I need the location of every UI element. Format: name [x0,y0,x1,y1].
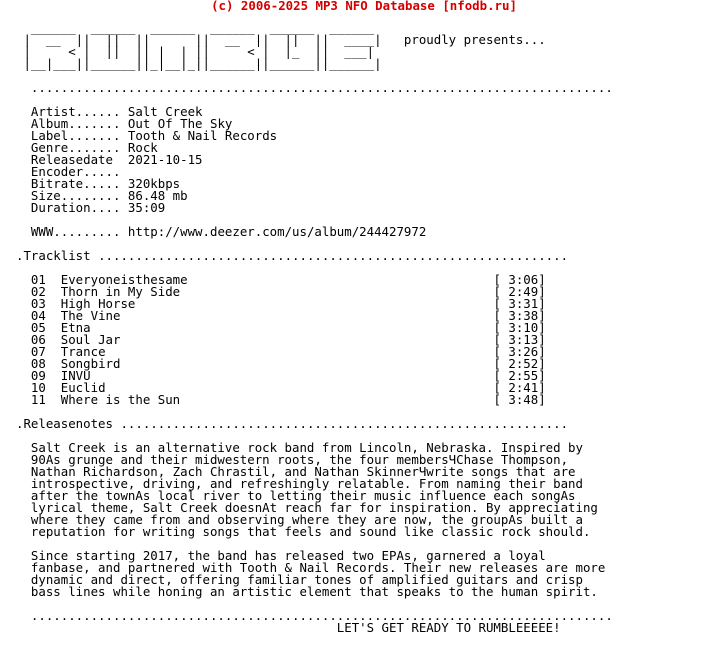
track-duration: [ 3:26] [493,344,546,359]
release-notes-text: Salt Creek is an alternative rock band from Lincoln, Nebraska. Inspired by [30,440,583,455]
track-number: 07 [30,344,46,359]
artist-value: Salt Creek [127,104,203,119]
track-number: 04 [30,308,46,323]
release-notes-text: after the townАs local river to letting their music influence each songАs [30,488,576,503]
track-row [16,394,613,406]
track-number: 02 [30,284,46,299]
release-notes-text: bass lines while honing an artistic element that speaks to the human spirit. [30,584,598,599]
release-notes-text: lyrical theme, Salt Creek doesnАt reach far for inspiration. By appreciating [30,500,598,515]
album-label: Album....... [30,116,121,131]
track-duration: [ 3:31] [493,296,546,311]
track-duration: [ 2:41] [493,380,546,395]
track-number: 09 [30,368,46,383]
track-number: 08 [30,356,46,371]
nfodb-header-link[interactable]: (c) 2006-2025 MP3 NFO Database [nfodb.ru] [211,0,517,13]
track-title: Everyoneisthesame [60,272,188,287]
releasenotes-heading: .Releasenotes [16,416,113,431]
track-title: Soul Jar [60,332,121,347]
duration-label: Duration.... [30,200,121,215]
releasenotes-heading-row [16,418,613,430]
label-value: Tooth & Nail Records [127,128,278,143]
logo-art-3: | < | || || | | || < | |_ || ___| [16,44,375,59]
track-duration: [ 2:55] [493,368,546,383]
logo-art-4: |__|___||______||_|__|_||______||______||______| [16,56,382,71]
tracklist-heading-row [16,250,613,262]
bottom-separator: .............................................................................. [30,608,613,623]
track-duration: [ 3:06] [493,272,546,287]
logo-art-1: ______ ______ ______ ______ ______ ______ [16,20,375,35]
duration-row [16,202,613,214]
release-notes-text: 90Аs grunge and their midwestern roots, the four membersЧChase Thompson, [30,452,569,467]
track-number: 06 [30,332,46,347]
releasedate-label: Releasedate [30,152,113,167]
www-row [16,226,613,238]
www-url[interactable]: http://www.deezer.com/us/album/244427972 [127,224,427,239]
track-title: Euclid [60,380,106,395]
release-notes-text: where they came from and observing where they are now, the groupАs built a [30,512,583,527]
encoder-label: Encoder..... [30,164,121,179]
tracklist-heading: .Tracklist [16,248,91,263]
track-duration: [ 2:49] [493,284,546,299]
track-list [16,274,613,406]
track-number: 10 [30,380,46,395]
release-notes-line [16,586,613,598]
label-label: Label....... [30,128,121,143]
track-title: Thorn in My Side [60,284,181,299]
track-number: 05 [30,320,46,335]
genre-label: Genre....... [30,140,121,155]
duration-value: 35:09 [127,200,166,215]
top-separator: .............................................................................. [30,80,613,95]
logo-art-2: | __ || || || || __ || || || ____| [16,32,382,47]
bitrate-value: 320kbps [127,176,181,191]
artist-label: Artist...... [30,104,121,119]
track-duration: [ 3:13] [493,332,546,347]
release-notes-text: Nathan Richardson, Zach Chrastil, and Nathan SkinnerЧwrite songs that are [30,464,576,479]
track-title: INVU [60,368,91,383]
track-title: Where is the Sun [60,392,181,407]
footer-slogan: LET'S GET READY TO RUMBLEEEEE! [336,620,561,635]
track-title: Etna [60,320,91,335]
release-notes-text: Since starting 2017, the band has released two EPАs, garnered a loyal [30,548,546,563]
bitrate-label: Bitrate..... [30,176,121,191]
track-number: 01 [30,272,46,287]
www-label: WWW......... [30,224,121,239]
track-duration: [ 3:10] [493,320,546,335]
nfo-text-block [16,10,613,634]
release-notes-paragraph-2 [16,550,613,598]
track-title: High Horse [60,296,136,311]
size-value: 86.48 mb [127,188,188,203]
track-number: 11 [30,392,46,407]
track-title: Trance [60,344,106,359]
genre-value: Rock [127,140,158,155]
track-duration: [ 3:38] [493,308,546,323]
album-value: Out Of The Sky [127,116,233,131]
releasedate-value: 2021-10-15 [127,152,203,167]
track-duration: [ 3:48] [493,392,546,407]
releasenotes-rule: ............................................................ [120,416,569,431]
release-notes-text: fanbase, and partnered with Tooth & Nail Records. Their new releases are more [30,560,606,575]
logo-line-4 [16,58,613,70]
footer-row [16,622,613,634]
release-notes-text: introspective, driving, and refreshingly relatable. From naming their band [30,476,583,491]
track-title: The Vine [60,308,121,323]
tracklist-rule: ............................................................... [98,248,569,263]
release-notes-paragraph-1 [16,442,613,538]
proudly-presents-text: proudly presents... [403,32,546,47]
track-duration: [ 2:52] [493,356,546,371]
track-title: Songbird [60,356,121,371]
release-notes-line [16,526,613,538]
track-number: 03 [30,296,46,311]
release-notes-text: dynamic and direct, offering familiar tones of amplified guitars and crisp [30,572,583,587]
release-notes-text: reputation for writing songs that feels and sound like classic rock should. [30,524,591,539]
size-label: Size........ [30,188,121,203]
